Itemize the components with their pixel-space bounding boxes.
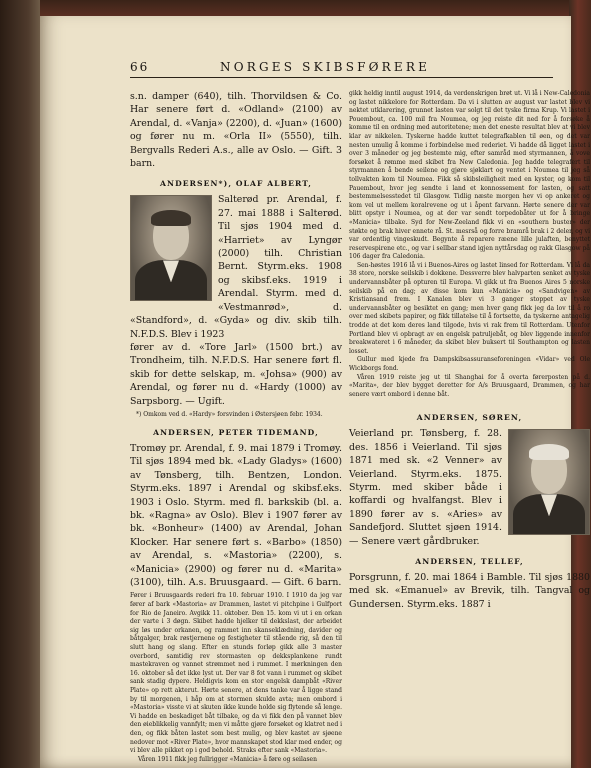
- portrait-photo: [508, 429, 590, 535]
- header-rule: [130, 77, 553, 78]
- right-column: [349, 90, 590, 611]
- entry-body: Porsgrunn, f. 20. mai 1864 i Bamble. Til sjøs 1880 med sk. «Emanuel» av Brevik, tilh. Tangval og Gundersen. Styrm.eks. 1887 i: [349, 572, 590, 610]
- book-spine: [0, 0, 40, 768]
- narrative-text: Gullur med kjede fra Dampskibsassuranseforeningen «Vidar» ved Ole Wickborgs fond.: [349, 356, 590, 372]
- entry-narrative: Fører i Bruusgaards rederi fra 10. februar 1910. I 1910 da jeg var fører af bark «Mastoria» av Drammen, lastet vi pitchpine i Gulfport for Rio de Janeiro. Avgikk 11. oktober. Den 15. kom vi ut i en orkan der varte i 3 døgn. Skibet hadde hjelker til dekkslast, der arbeidet sig løs under orkanen, og rammet inn skanseklædning, davider og båtgalger, brak røstjernene og festigheter til stående rig, så den til slutt hang og slang. Efter en stunds forløp gikk alle 3 master overbord, samtidig rev stormasten op dekksplankene rundt mastekraven og vannet strømmet ned i rummet. I mørkningen den 16. oktober så det ikke lyst ut. Der var 8 fot vann i rummet og skibet sank stadig dypere. Heldigvis kom en stor engelsk dampbåt «River Plate» op rett akterut. Hørte senere, at dens tanke var å ligge stand by til morgenen, i håp om at stormen skulde avta; men ombord i «Mastoria» visste vi at skuten ikke kunde holde sig flytende så lenge. Vi hadde en beskadiget båt tilbake, og da vi fikk den på vannet blev den øieblikkelig vannfylt; men vi måtte gjøre forsøket og klatret ned i den, og fikk båten lastet som best mulig, og blev kastet av sjøene nedover mot «River Plate», hvor mannskapet stod klar med ender, og vi blev alle pikket op i god behold. Straks efter sank «Mastoria».: [130, 592, 342, 755]
- entry-heading: ANDERSEN, SØREN,: [416, 413, 523, 423]
- footnote: *) Omkom ved d. «Hardy» forsvinden i Østersjøen febr. 1934.: [136, 410, 323, 418]
- narrative-text: Sen-høstes 1916 lå vi i Buenos-Aires og lastet linsed for Rotterdam. Vi lå da 38 store, norske seilskib i dokkene. Dessverre blev halvparten senket av tyske undervannsbåter på opturen til Europa. Vi gikk ut fra Buenos Aires 5 norske seilskib på en dag; av disse kom kun «Manicia» og «Sandvigen» av Kristiansand frem. I Kanalen blev vi 3 ganger stoppet av tyske undervannsbåter og besiktet en gang; men hver gang fikk jeg da lov til å ro over med skibets papirer, og fikk tillatelse til å fortsette, da tyskerne antagelig trodde at det kom deres land tilgode, hvis vi rak frem til Rotterdam. Utenfor Portland blev vi opbragt av en engelsk patruljebåt, og blev liggende innenfor breakwateret i 6 måneder, da skibet blev buksert til Southampton og lasten losset.: [349, 261, 590, 355]
- entry-body: Veierland pr. Tønsberg, f. 28. des. 1856 i Veierland. Til sjøs 1871 med sk. «2 Venner» av Veierland. Styrm.eks. 1875. Styrm. med skiber både i koffardi og hvalfangst. Blev i 1890 fører av s. «Aries» av Sandefjord. Sluttet sjøen 1914. — Senere vært gårdbruker.: [349, 428, 502, 547]
- entry-body: Salterød pr. Arendal, f. 27. mai 1888 i Salterød. Til sjøs 1904 med d. «Harriet» av Lyngør (2000) tilh. Christian Bernt. Styrm.eks. 1908 og skibsf.eks. 1919 i Arendal. Styrm. med d. «Vestmanrød», d. «Standford», d. «Gyda» og div. skib tilh. N.F.D.S. Blev i 1923: [130, 194, 342, 340]
- entry-soren: [349, 427, 590, 548]
- entry-body: Tromøy pr. Arendal, f. 9. mai 1879 i Tromøy. Til sjøs 1894 med bk. «Lady Gladys» (1600) av Tønsberg, tilh. Bentzen, London. Styrm.eks. 1897 i Arendal og skibsf.eks. 1903 i Oslo. Styrm. med fl. barkskib (bl. a. bk. «Ragna» av Oslo). Blev i 1907 fører av bk. «Bonheur» (1400) av Arendal, Johan Klocker. Har senere ført s. «Barbo» (1850) av Arendal, s. «Mastoria» (2200), s. «Manicia» (2900) og fører nu d. «Marita» (3100), tilh. A.s. Bruusgaard. — Gift. 6 barn.: [130, 442, 342, 588]
- narrative-text: Våren 1919 reiste jeg ut til Shanghai for å overta førerposten på d. «Marita», der blev bygget deretter for A/s Bruusgaard, Drammen, og har senere vært ombord i denne båt.: [349, 373, 590, 398]
- page-header: [130, 60, 553, 76]
- entry-heading: ANDERSEN*), OLAF ALBERT,: [160, 179, 312, 189]
- entry-heading: ANDERSEN, PETER TIDEMAND,: [153, 427, 319, 437]
- continued-entry-text: s.n. damper (640), tilh. Thorvildsen & Co. Har senere ført d. «Odland» (2100) av Arendal, d. «Vanja» (2200), d. «Juan» (1600) og fører nu m. «Orla II» (5550), tilh. Bergvalls Rederi A.s., alle av Oslo. — Gift. 3 barn.: [130, 91, 342, 170]
- entry-olaf-albert: [130, 193, 342, 340]
- entry-heading: ANDERSEN, TELLEF,: [415, 557, 524, 567]
- entry-body-continued: fører av d. «Tore Jarl» (1500 brt.) av Trondheim, tilh. N.F.D.S. Har senere ført fl. skib for dette selskap, m. «Johsa» (900) av Arendal, og fører nu d. «Hardy (1000) av Sarpsborg. — Ugift.: [130, 341, 342, 407]
- portrait-photo: [130, 195, 212, 301]
- running-title: NORGES SKIBSFØRERE: [220, 60, 431, 74]
- narrative-text: gikk heldig inntil august 1914, da verdenskrigen brøt ut. Vi lå i New-Caledonia og lastet nikkelore for Rotterdam. Da vi i slutten av august var lastet blev vi nektet utklarering, grunnet lasten var solgt til det tyske firma Krup. Vi lastet i Pouembout, ca. 100 mil fra Noumea, og jeg reiste dit ned for å forsøke å komme til en ordning med autoritetene; men det eneste resultat blev at vi blev klar av nikkelen. Tyskerne hadde kuttet telegrafkablen til øen, og det var nesten umulig å komme i forbindelse med rederiet. Vi hadde då ligget lastet i over 3 måneder og jeg bestemte mig, efter samråd med styrmannen, å vove forsøket å rømme med skibet fra New Caledonia. Jeg hadde telegrafert til styrmannen å bende seilene og gjøre sjøklart og ventet i Noumea til jeg så tollvakten kom til Noumea. Fikk så skibsleiligheit med en kyster, og kom til Pauembout, hvor jeg sendte i land et konnossement for lasten, og satt bestemmelsesstedet til Glasgow. Tidlig næste morgen hev vi op ankeret og kom vel ut mellem koralrevene og ut i åpent farvann. Hørte senere der var blitt opstyr i Noumea, og at der var sendt torpedobåter ut for å bringe «Manicia» tilbake. Syd for New-Zeeland fikk vi en «southern buster» der støkte og brak hiver ennete rå. St. mesrså og forre bramrå brak i 2 deler, og vi var ordentlig vingeskudt. Begynte å reparere ræene lille julaften, benyttet reservespirene etc., og var i sellbar stand igjen nyttårsdag og rakk Glasgow på 106 dager fra Caledonia.: [349, 90, 590, 261]
- book-binding-top: [0, 0, 591, 16]
- page-number: 66: [130, 60, 150, 74]
- entry-narrative-continued: Våren 1911 fikk jeg fullrigger «Manicia» å føre og seilasen: [138, 755, 317, 763]
- left-column: [130, 90, 342, 764]
- book-page: [40, 16, 590, 768]
